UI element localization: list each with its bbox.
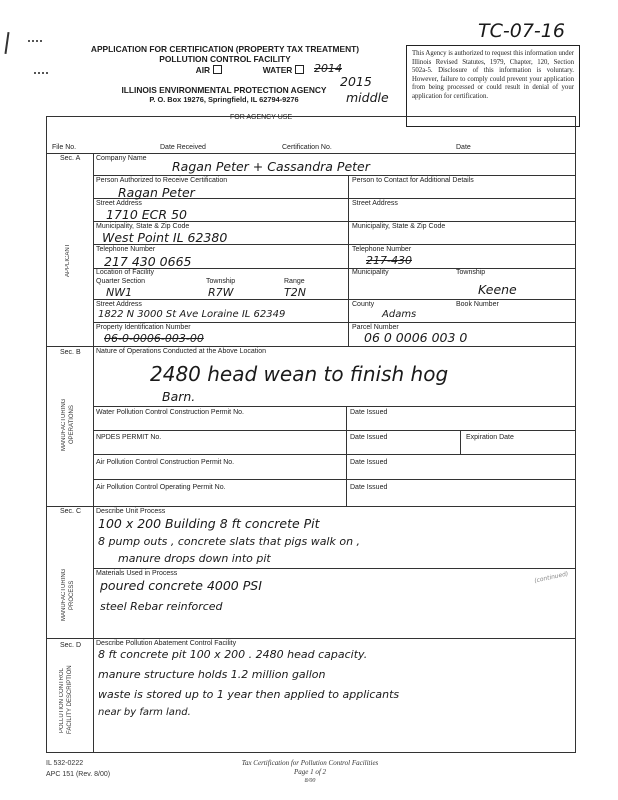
expiration-label: Expiration Date (466, 434, 514, 441)
municipality-label: Municipality (352, 269, 389, 276)
section-d-divider (46, 638, 576, 639)
section-d-label: Sec. D (60, 642, 82, 649)
page-number: Page 1 of 2 (293, 768, 327, 776)
section-a-side: APPLICANT (65, 243, 71, 277)
row-line (93, 568, 576, 569)
form-revision: APC 151 (Rev. 8/00) (46, 771, 111, 778)
abatement-line2[interactable]: manure structure holds 1.2 million gallon (98, 668, 326, 681)
row-line (93, 299, 576, 300)
wp-permit-label: Water Pollution Control Construction Permit No. (96, 409, 244, 416)
nature-line1[interactable]: 2480 head wean to finish hog (150, 362, 449, 386)
unit-process-line1[interactable]: 100 x 200 Building 8 ft concrete Pit (98, 516, 320, 531)
pin-value[interactable]: 06-0-0006-003-00 (104, 332, 204, 345)
phone1-value[interactable]: 217 430 0665 (104, 254, 192, 269)
agency-name: ILLINOIS ENVIRONMENTAL PROTECTION AGENCY (121, 85, 327, 95)
phone2-label: Telephone Number (352, 246, 412, 253)
form-title: APPLICATION FOR CERTIFICATION (PROPERTY TAX TREATMENT) (90, 44, 360, 54)
city2-label: Municipality, State & Zip Code (352, 223, 446, 230)
year: 2015 (340, 74, 372, 89)
date-label: Date (456, 144, 471, 151)
abatement-line1[interactable]: 8 ft concrete pit 100 x 200 . 2480 head capacity. (98, 648, 368, 661)
parcel-label: Parcel Number (352, 324, 399, 331)
left-column-divider (93, 153, 94, 753)
range-label: Range (284, 278, 305, 285)
margin-note: (continued) (533, 570, 569, 585)
row-line (93, 322, 576, 323)
street3-label: Street Address (96, 301, 142, 308)
privacy-notice: This Agency is authorized to request this information under Illinois Revised Statutes, 1979, Chapter, 120, Section 502a-5. Disclosure of this information is voluntary. However, failure to comply could prevent your application from being processed or could result in denial of your application for certification. (406, 45, 580, 127)
margin-scribble-dots (34, 72, 48, 76)
section-b-side: MANUFACTURING OPERATIONS (61, 398, 75, 452)
location-label: Location of Facility (96, 269, 154, 276)
section-c-label: Sec. C (60, 508, 82, 515)
section-b-divider (46, 346, 576, 347)
unit-process-line2[interactable]: 8 pump outs , concrete slats that pigs walk on , (98, 535, 361, 548)
date-received-label: Date Received (160, 144, 206, 151)
nature-line2[interactable]: Barn. (162, 389, 196, 404)
water-checkbox[interactable] (295, 65, 304, 74)
cert-no-label: Certification No. (282, 144, 332, 151)
county-label: County (352, 301, 375, 308)
row-line (93, 430, 576, 431)
pin-label: Property Identification Number (96, 324, 191, 331)
section-b-label: Sec. B (60, 349, 81, 356)
materials-line2[interactable]: steel Rebar reinforced (100, 600, 223, 613)
row-line (93, 479, 576, 480)
date-issued-label: Date Issued (350, 459, 388, 466)
abatement-line4[interactable]: near by farm land. (98, 707, 191, 718)
auth-person-value[interactable]: Ragan Peter (118, 185, 195, 200)
date-issued-label: Date Issued (350, 434, 388, 441)
township2-label: Township (456, 269, 486, 276)
handwritten-note: middle (346, 90, 389, 105)
section-c-divider (46, 506, 576, 507)
township2-value[interactable]: Keene (478, 282, 517, 297)
water-label: WATER (262, 65, 293, 75)
margin-scribble-dots (28, 40, 42, 44)
agency-use-title: FOR AGENCY USE (230, 114, 293, 121)
abatement-line3[interactable]: waste is stored up to 1 year then applied to applicants (98, 688, 400, 701)
street3-value[interactable]: 1822 N 3000 St Ave Loraine IL 62349 (98, 309, 286, 320)
date-issued-label: Date Issued (350, 409, 388, 416)
phone2-value[interactable]: 217-430 (366, 254, 412, 267)
air-checkbox[interactable] (213, 65, 222, 74)
materials-line1[interactable]: poured concrete 4000 PSI (100, 578, 262, 593)
form-subtitle: POLLUTION CONTROL FACILITY (159, 54, 291, 64)
footer-date: 8/00 (304, 778, 316, 784)
form-code: IL 532-0222 (46, 760, 84, 767)
quarter-value[interactable]: NW1 (106, 286, 133, 299)
row-line (93, 454, 576, 455)
company-label: Company Name (96, 155, 147, 162)
file-no-label: File No. (52, 144, 77, 151)
nature-label: Nature of Operations Conducted at the Above Location (96, 348, 267, 355)
auth-person-label: Person Authorized to Receive Certification (96, 177, 228, 184)
range-value[interactable]: T2N (284, 286, 306, 299)
col-line (348, 175, 349, 346)
section-d-side: POLLUTION CONTROL FACILITY DESCRIPTION (59, 665, 73, 735)
book-label: Book Number (456, 301, 499, 308)
col-line (346, 406, 347, 506)
row-line (93, 175, 576, 176)
col-line (460, 430, 461, 454)
agency-address: P. O. Box 19276, Springfield, IL 62794-9276 (149, 95, 299, 104)
quarter-label: Quarter Section (96, 278, 146, 285)
margin-scribble (4, 32, 9, 54)
parcel-value[interactable]: 06 0 0006 003 0 (364, 330, 468, 345)
row-line (93, 406, 576, 407)
air-label: AIR (195, 65, 211, 75)
city1-value[interactable]: West Point IL 62380 (102, 230, 228, 245)
section-a-label: Sec. A (60, 155, 81, 162)
street1-value[interactable]: 1710 ECR 50 (106, 207, 187, 222)
township-label: Township (206, 278, 236, 285)
npdes-label: NPDES PERMIT No. (96, 434, 162, 441)
section-c-side: MANUFACTURING PROCESS (61, 568, 75, 622)
struck-year: 2014 (314, 62, 342, 75)
abatement-label: Describe Pollution Abatement Control Facility (96, 640, 237, 647)
unit-process-label: Describe Unit Process (96, 508, 166, 515)
materials-label: Materials Used in Process (96, 570, 178, 577)
ap-const-label: Air Pollution Control Construction Permit No. (96, 459, 235, 466)
unit-process-line3[interactable]: manure drops down into pit (118, 552, 271, 565)
street2-label: Street Address (352, 200, 398, 207)
company-value[interactable]: Ragan Peter + Cassandra Peter (172, 159, 370, 174)
township-value[interactable]: R7W (208, 286, 234, 299)
county-value[interactable]: Adams (382, 309, 417, 320)
date-issued-label: Date Issued (350, 484, 388, 491)
corner-id: TC-07-16 (478, 20, 565, 42)
city1-label: Municipality, State & Zip Code (96, 223, 190, 230)
street1-label: Street Address (96, 200, 142, 207)
contact-label: Person to Contact for Additional Details (352, 177, 474, 184)
footer-title: Tax Certification for Pollution Control Facilities (241, 759, 379, 767)
ap-oper-label: Air Pollution Control Operating Permit No. (96, 484, 226, 491)
phone1-label: Telephone Number (96, 246, 156, 253)
